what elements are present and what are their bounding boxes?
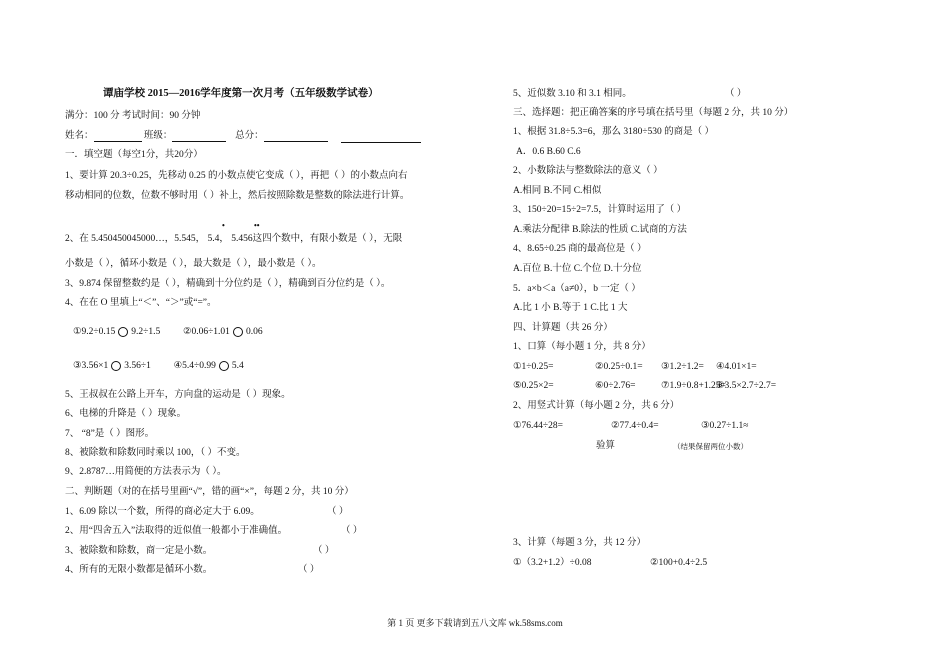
score-blank — [264, 131, 328, 142]
q1-line1: 1、要计算 20.3÷0.25，先移动 0.25 的小数点使它变成（ ），再把（ ）的小数点向右 — [65, 171, 408, 181]
mc-1-options: A．0.6 B.60 C.6 — [516, 147, 581, 157]
q7: 7、 “8”是（ ）图形。 — [65, 429, 155, 439]
repeat-dot: • — [222, 221, 225, 230]
page-footer: 第 1 页 更多下载请到五八文库 wk.58sms.com — [387, 618, 563, 628]
q3: 3、9.874 保留整数约是（ ），精确到十分位约是（ ），精确到百分位约是（ ）。 — [65, 279, 391, 289]
section1-heading: 一．填空题（每空1分，共20分） — [65, 150, 203, 160]
repeat-dot: •• — [254, 221, 260, 230]
mc-2-options: A.相同 B.不同 C.相似 — [513, 186, 602, 196]
oral-1: ①1÷0.25= — [513, 362, 554, 372]
compare-circle — [111, 361, 121, 371]
class-blank — [172, 131, 226, 142]
judge-1: 1、6.09 除以一个数，所得的商必定大于 6.09。 — [65, 507, 260, 517]
compare-3b: 3.56÷1 — [124, 361, 151, 371]
compare-4b: 5.4 — [231, 361, 244, 371]
compare-3a: ③3.56×1 — [73, 361, 109, 371]
exam-title: 谭庙学校 2015—2016学年度第一次月考（五年级数学试卷） — [103, 88, 379, 99]
q6: 6、电梯的升降是（ ）现象。 — [65, 409, 187, 419]
compare-circle — [118, 327, 128, 337]
judge-1-paren: （ ） — [327, 507, 349, 517]
vertical-1: ①76.44÷28= — [513, 421, 563, 431]
name-label: 姓名： — [65, 131, 94, 141]
compare-1b: 9.2÷1.5 — [131, 327, 161, 337]
section2-heading: 二、判断题（对的在括号里画“√”，错的画“×”，每题 2 分，共 10 分） — [65, 487, 354, 497]
oral-2: ②0.25÷0.1= — [595, 362, 643, 372]
name-blank — [94, 131, 142, 142]
calc-part-3: 3、计算（每题 3 分，共 12 分） — [513, 538, 647, 548]
q5: 5、王叔叔在公路上开车，方向盘的运动是（ ）现象。 — [65, 390, 291, 400]
compare-2a: ②0.06÷1.01 — [182, 327, 230, 337]
compare-circle — [233, 327, 243, 337]
judge-2-paren: （ ） — [341, 526, 363, 536]
score-label: 总分： — [235, 131, 264, 141]
compare-2b: 0.06 — [245, 327, 263, 337]
extra-blank — [341, 132, 421, 143]
judge-5: 5、近似数 3.10 和 3.1 相同。 — [513, 89, 632, 99]
oral-8: ⑧3.5×2.7÷2.7= — [716, 381, 777, 391]
oral-3: ③1.2÷1.2= — [661, 362, 704, 372]
mc-3: 3、150÷20=15÷2=7.5，计算时运用了（ ） — [513, 205, 687, 215]
judge-5-paren: （ ） — [725, 89, 747, 99]
mc-1: 1、根据 31.8÷5.3=6，那么 3180÷530 的商是（ ） — [513, 127, 715, 137]
expr-2: ②100+0.4÷2.5 — [650, 558, 708, 568]
round-note: （结果保留两位小数） — [673, 442, 748, 451]
mc-5-options: A.比 1 小 B.等于 1 C.比 1 大 — [513, 303, 628, 313]
judge-3-paren: （ ） — [313, 546, 335, 556]
q1-line2: 移动相同的位数，位数不够时用（ ）补上，然后按照除数是整数的除法进行计算。 — [65, 191, 410, 201]
oral-7: ⑦1.9÷0.8+1.25= — [661, 381, 726, 391]
compare-circle — [219, 361, 229, 371]
judge-4: 4、所有的无限小数都是循环小数。 — [65, 565, 213, 575]
student-info-row — [65, 130, 328, 142]
compare-row-1 — [73, 326, 263, 338]
mc-3-options: A.乘法分配律 B.除法的性质 C.试商的方法 — [513, 225, 687, 235]
judge-2: 2、用“四舍五入”法取得的近似值一般都小于准确值。 — [65, 526, 288, 536]
class-label: 班级： — [143, 131, 173, 141]
calc-part-2: 2、用竖式计算（每小题 2 分，共 6 分） — [513, 401, 680, 411]
vertical-2: ②77.4÷0.4= — [611, 421, 659, 431]
q9: 9、2.8787…用简便的方法表示为（ ）。 — [65, 467, 227, 477]
oral-6: ⑥0÷2.76= — [595, 381, 636, 391]
section3-heading: 三、选择题：把正确答案的序号填在括号里（每题 2 分，共 10 分） — [513, 108, 794, 118]
exam-meta: 满分：100 分 考试时间：90 分钟 — [65, 111, 201, 121]
mc-2: 2、小数除法与整数除法的意义（ ） — [513, 166, 663, 176]
calc-part-1: 1、口算（每小题 1 分，共 8 分） — [513, 342, 651, 352]
q8: 8、被除数和除数同时乘以 100，（ ）不变。 — [65, 448, 246, 458]
mc-4-options: A.百位 B.十位 C.个位 D.十分位 — [513, 264, 642, 274]
verify-label: 验算 — [596, 441, 616, 451]
judge-3: 3、被除数和除数，商一定是小数。 — [65, 546, 213, 556]
q2-line2: 小数是（ ），循环小数是（ ），最大数是（ ），最小数是（ ）。 — [65, 259, 322, 269]
oral-4: ④4.01×1= — [716, 362, 757, 372]
compare-row-2 — [73, 360, 244, 372]
judge-4-paren: （ ） — [298, 565, 320, 575]
expr-1: ①（3.2+1.2）÷0.08 — [513, 558, 592, 568]
mc-5: 5．a×b＜a（a≠0），b 一定（ ） — [513, 284, 641, 294]
section4-heading: 四、计算题（共 26 分） — [513, 323, 613, 333]
oral-5: ⑤0.25×2= — [513, 381, 554, 391]
compare-1a: ①9.2÷0.15 — [73, 327, 116, 337]
compare-4a: ④5.4÷0.99 — [173, 361, 216, 371]
q2-line1: 2、在 5.450450045000…，5.545， 5.4， 5.456这四个数中，有限小数是（ ），无限 — [65, 234, 403, 244]
q4: 4、在在 O 里填上“＜”、“＞”或“=”。 — [65, 298, 217, 308]
mc-4: 4、8.65÷0.25 商的最高位是（ ） — [513, 244, 647, 254]
vertical-3: ③0.27÷1.1≈ — [701, 421, 749, 431]
